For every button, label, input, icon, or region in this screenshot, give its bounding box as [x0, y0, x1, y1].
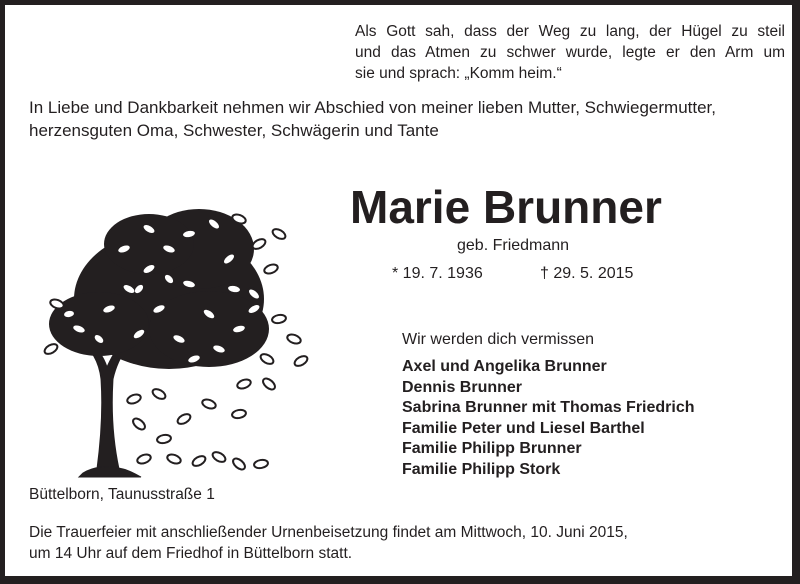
- mourners-list: [402, 357, 695, 480]
- memorial-quote: [355, 21, 785, 84]
- birth-date: * 19. 7. 1936: [392, 265, 483, 282]
- deceased-name: Marie Brunner: [350, 181, 662, 233]
- death-date: † 29. 5. 2015: [540, 265, 634, 282]
- quote-line: Als Gott sah, dass der Weg zu lang, der Hügel zu steil: [355, 23, 785, 40]
- funeral-notice: [29, 522, 789, 564]
- quote-line: sie und sprach: „Komm heim.“: [355, 65, 562, 82]
- farewell-intro: [29, 96, 789, 142]
- mourners-intro: Wir werden dich vermissen: [402, 331, 595, 348]
- quote-line: und das Atmen zu schwer wurde, legte er den Arm um: [355, 44, 785, 61]
- obituary-card: [5, 5, 792, 576]
- mourner-name: Sabrina Brunner mit Thomas Friedrich: [402, 399, 695, 416]
- maiden-name: geb. Friedmann: [457, 237, 570, 254]
- mourner-name: Axel und Angelika Brunner: [402, 358, 607, 375]
- mourner-name: Dennis Brunner: [402, 378, 523, 396]
- mourner-name: Familie Philipp Brunner: [402, 440, 582, 457]
- funeral-line: Die Trauerfeier mit anschließender Urnenbeisetzung findet am Mittwoch, 10. Juni 2015,: [29, 524, 628, 541]
- family-address: Büttelborn, Taunusstraße 1: [29, 486, 215, 503]
- intro-line: herzensguten Oma, Schwester, Schwägerin und Tante: [29, 121, 439, 140]
- funeral-line: um 14 Uhr auf dem Friedhof in Büttelborn statt.: [29, 545, 353, 562]
- intro-line: In Liebe und Dankbarkeit nehmen wir Abschied von meiner lieben Mutter, Schwiegermutter,: [29, 98, 716, 117]
- mourner-name: Familie Peter und Liesel Barthel: [402, 419, 645, 437]
- windblown-tree-icon: [39, 189, 319, 479]
- mourner-name: Familie Philipp Stork: [402, 460, 561, 478]
